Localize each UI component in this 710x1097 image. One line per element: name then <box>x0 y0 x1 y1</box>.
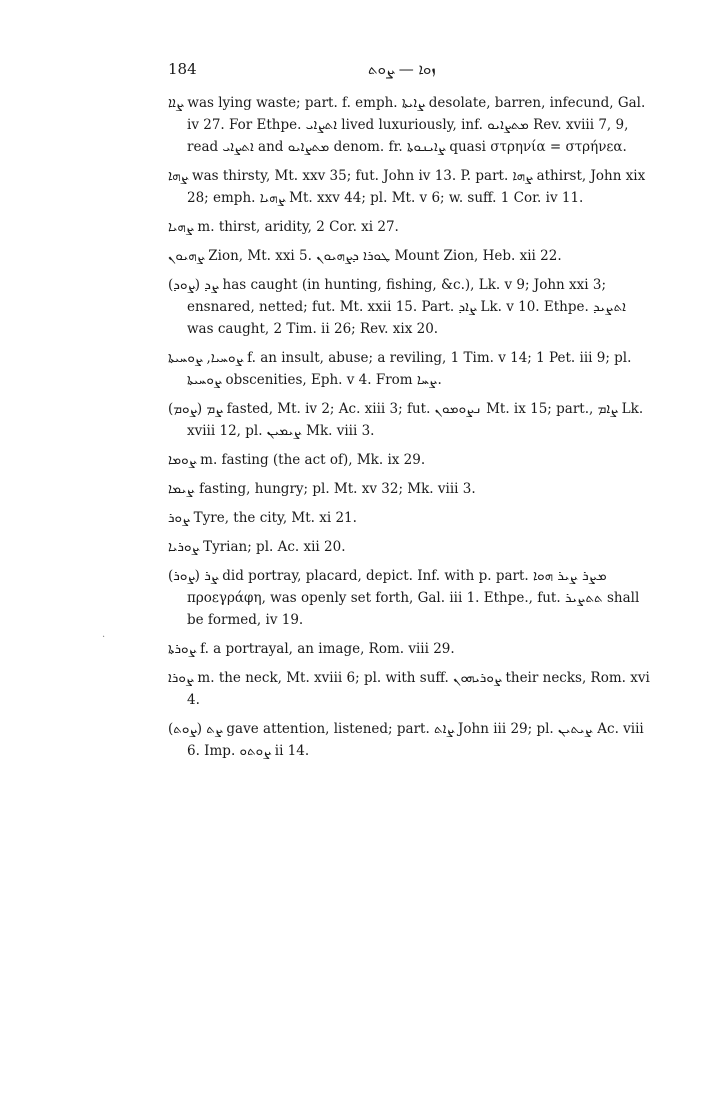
dictionary-entry: ܨܘܚܝܐ, ܨܘܚܝܬܐ f. an insult, abuse; a reviling, 1 Tim. v 14; 1 Pet. iii 9; pl. ܨܘܚܝܬܐ obscenities, Eph. v 4. From ܨܚܐ. <box>168 350 632 388</box>
page-header <box>168 60 648 84</box>
dictionary-entry: (ܨܘܬ) ܨܬ gave attention, listened; part. ܨܐܬ John iii 29; pl. ܨܝܬܝܢ Ac. viii 6. Imp. ܨܘܬܘ ii 14. <box>168 721 644 759</box>
page-number: 184 <box>168 60 197 78</box>
dictionary-entry: (ܨܘܡ) ܨܡ fasted, Mt. iv 2; Ac. xiii 3; fut. ܢܨܘܡܘܢ Mt. ix 15; part., ܨܐܡ Lk. xviii 12, pl. ܨܝܡܝܢ Mk. viii 3. <box>168 401 644 439</box>
dictionary-entry: ܨܝܡܐ fasting, hungry; pl. Mt. xv 32; Mk. viii 3. <box>168 481 476 497</box>
entry-list <box>168 92 652 769</box>
dictionary-entry: (ܨܘܕ) ܨܕ has caught (in hunting, fishing, &c.), Lk. v 9; John xxi 3; ensnared, netted; fut. Mt. xxii 15. Part. ܨܐܕ Lk. v 10. Ethpe. ܐܬܨܝܕ was caught, 2 Tim. ii 26; Rev. xix 20. <box>168 277 626 337</box>
margin-mark: · <box>102 632 106 643</box>
dictionary-entry: ܨܘܡܐ m. fasting (the act of), Mk. ix 29. <box>168 452 426 468</box>
dictionary-entry: ܨܘܪܬܐ f. a portrayal, an image, Rom. viii 29. <box>168 641 455 657</box>
dictionary-entry: (ܨܘܪ) ܨܪ did portray, placard, depict. Inf. with p. part. ܡܨܪ ܨܝܪ ܗܘܐ προεγράφη, was openly set forth, Gal. iii 1. Ethpe., fut. ܬܬܨܝܪ shall be formed, iv 19. <box>168 568 640 628</box>
dictionary-entry: ܨܐܐ was lying waste; part. f. emph. ܨܐܝܬܐ desolate, barren, infecund, Gal. iv 27. For Ethpe. ܐܬܨܐܝ lived luxuriously, inf. ܡܬܨܐܝܘ Rev. xviii 7, 9, read ܐܬܨܐܝ and ܡܬܨܐܝܘ denom. fr. ܨܐܝܢܘܬܐ quasi στρηνία = στρήνεα. <box>168 95 646 155</box>
running-head: ܙܘܐ — ܨܘܬ <box>368 60 436 78</box>
dictionary-entry: ܨܗܐ was thirsty, Mt. xxv 35; fut. John iv 13. P. part. ܨܗܐ athirst, John xix 28; emph. ܨܗܝܐ Mt. xxv 44; pl. Mt. v 6; w. suff. 1 Cor. iv 11. <box>168 168 646 206</box>
dictionary-entry: ܨܗܝܘܢ Zion, Mt. xxi 5. ܛܘܪܐ ܕܨܗܝܘܢ Mount Zion, Heb. xii 22. <box>168 248 562 264</box>
dictionary-entry: ܨܘܪܝܐ Tyrian; pl. Ac. xii 20. <box>168 539 346 555</box>
dictionary-entry: ܨܘܪ Tyre, the city, Mt. xi 21. <box>168 510 357 526</box>
dictionary-entry: ܨܘܪܐ m. the neck, Mt. xviii 6; pl. with suff. ܨܘܪܝܗܘܢ their necks, Rom. xvi 4. <box>168 670 650 708</box>
dictionary-entry: ܨܗܝܐ m. thirst, aridity, 2 Cor. xi 27. <box>168 219 399 235</box>
